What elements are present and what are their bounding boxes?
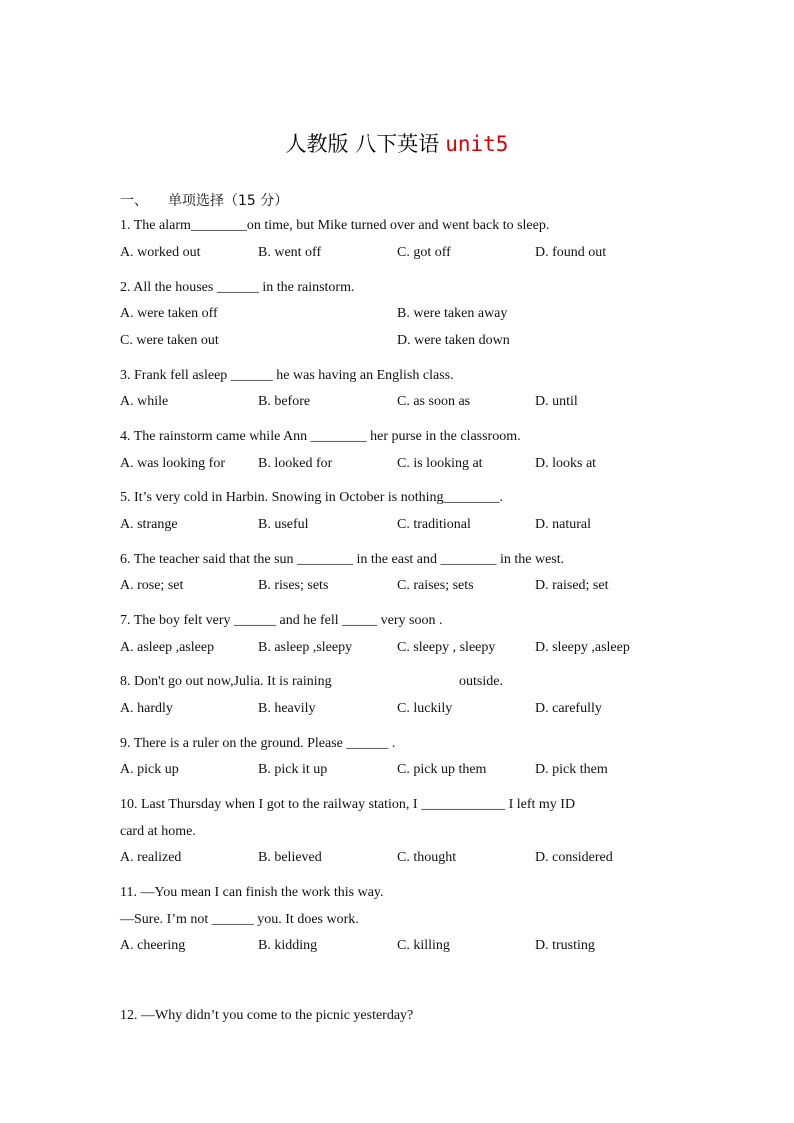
q7-option-c: C. sleepy , sleepy <box>397 640 496 655</box>
q1-option-d: D. found out <box>535 245 607 260</box>
title-text: 人教版 八下英语 <box>285 132 440 156</box>
q6-option-b: B. rises; sets <box>258 578 329 593</box>
section-heading <box>120 190 288 210</box>
q7-option-d: D. sleepy ,asleep <box>535 640 630 655</box>
question-8-stem-end: outside. <box>459 674 503 689</box>
q10-option-c: C. thought <box>397 850 457 865</box>
q2-option-d: D. were taken down <box>397 333 510 348</box>
q10-option-d: D. considered <box>535 850 613 865</box>
question-9-stem: 9. There is a ruler on the ground. Please ______ . <box>120 736 396 751</box>
question-12-stem: 12. —Why didn’t you come to the picnic yesterday? <box>120 1008 414 1023</box>
q1-option-a: A. worked out <box>120 245 201 260</box>
q1-option-c: C. got off <box>397 245 451 260</box>
q11-option-a: A. cheering <box>120 938 186 953</box>
section-number: 一、 <box>120 193 148 209</box>
q6-option-a: A. rose; set <box>120 578 184 593</box>
q3-option-b: B. before <box>258 394 311 409</box>
q5-option-c: C. traditional <box>397 517 471 532</box>
question-2-stem: 2. All the houses ______ in the rainstorm. <box>120 280 355 295</box>
question-3-stem: 3. Frank fell asleep ______ he was having an English class. <box>120 368 454 383</box>
q2-option-a: A. were taken off <box>120 306 218 321</box>
q2-option-b: B. were taken away <box>397 306 508 321</box>
q3-option-d: D. until <box>535 394 578 409</box>
page-title <box>0 128 794 158</box>
q7-option-b: B. asleep ,sleepy <box>258 640 353 655</box>
q3-option-c: C. as soon as <box>397 394 471 409</box>
q11-option-d: D. trusting <box>535 938 595 953</box>
q8-option-c: C. luckily <box>397 701 453 716</box>
question-1-stem: 1. The alarm________on time, but Mike turned over and went back to sleep. <box>120 218 550 233</box>
q11-option-b: B. kidding <box>258 938 318 953</box>
q7-option-a: A. asleep ,asleep <box>120 640 215 655</box>
q9-option-b: B. pick it up <box>258 762 328 777</box>
section-label: 单项选择（15 分） <box>168 193 289 209</box>
q3-option-a: A. while <box>120 394 169 409</box>
question-5-stem: 5. It’s very cold in Harbin. Snowing in October is nothing________. <box>120 490 504 505</box>
question-10-stem: 10. Last Thursday when I got to the railway station, I ____________ I left my ID <box>120 797 576 812</box>
q6-option-d: D. raised; set <box>535 578 609 593</box>
q4-option-a: A. was looking for <box>120 456 225 471</box>
q9-option-d: D. pick them <box>535 762 608 777</box>
question-8-stem: 8. Don't go out now,Julia. It is raining <box>120 674 332 689</box>
q6-option-c: C. raises; sets <box>397 578 474 593</box>
q4-option-c: C. is looking at <box>397 456 483 471</box>
q1-option-b: B. went off <box>258 245 322 260</box>
q11-option-c: C. killing <box>397 938 450 953</box>
question-11-stem: 11. —You mean I can finish the work this way. <box>120 885 384 900</box>
q8-option-d: D. carefully <box>535 701 602 716</box>
q10-option-b: B. believed <box>258 850 322 865</box>
question-6-stem: 6. The teacher said that the sun ________ in the east and ________ in the west. <box>120 552 565 567</box>
q9-option-a: A. pick up <box>120 762 179 777</box>
q9-option-c: C. pick up them <box>397 762 487 777</box>
q8-option-b: B. heavily <box>258 701 316 716</box>
q4-option-d: D. looks at <box>535 456 597 471</box>
q2-option-c: C. were taken out <box>120 333 219 348</box>
q10-option-a: A. realized <box>120 850 182 865</box>
q5-option-a: A. strange <box>120 517 178 532</box>
question-10-stem-cont: card at home. <box>120 824 196 839</box>
title-unit: unit5 <box>445 132 509 156</box>
question-4-stem: 4. The rainstorm came while Ann ________ her purse in the classroom. <box>120 429 521 444</box>
question-7-stem: 7. The boy felt very ______ and he fell _____ very soon . <box>120 613 443 628</box>
q5-option-b: B. useful <box>258 517 309 532</box>
q5-option-d: D. natural <box>535 517 591 532</box>
question-11-stem-cont: —Sure. I’m not ______ you. It does work. <box>120 912 359 927</box>
q4-option-b: B. looked for <box>258 456 333 471</box>
q8-option-a: A. hardly <box>120 701 173 716</box>
